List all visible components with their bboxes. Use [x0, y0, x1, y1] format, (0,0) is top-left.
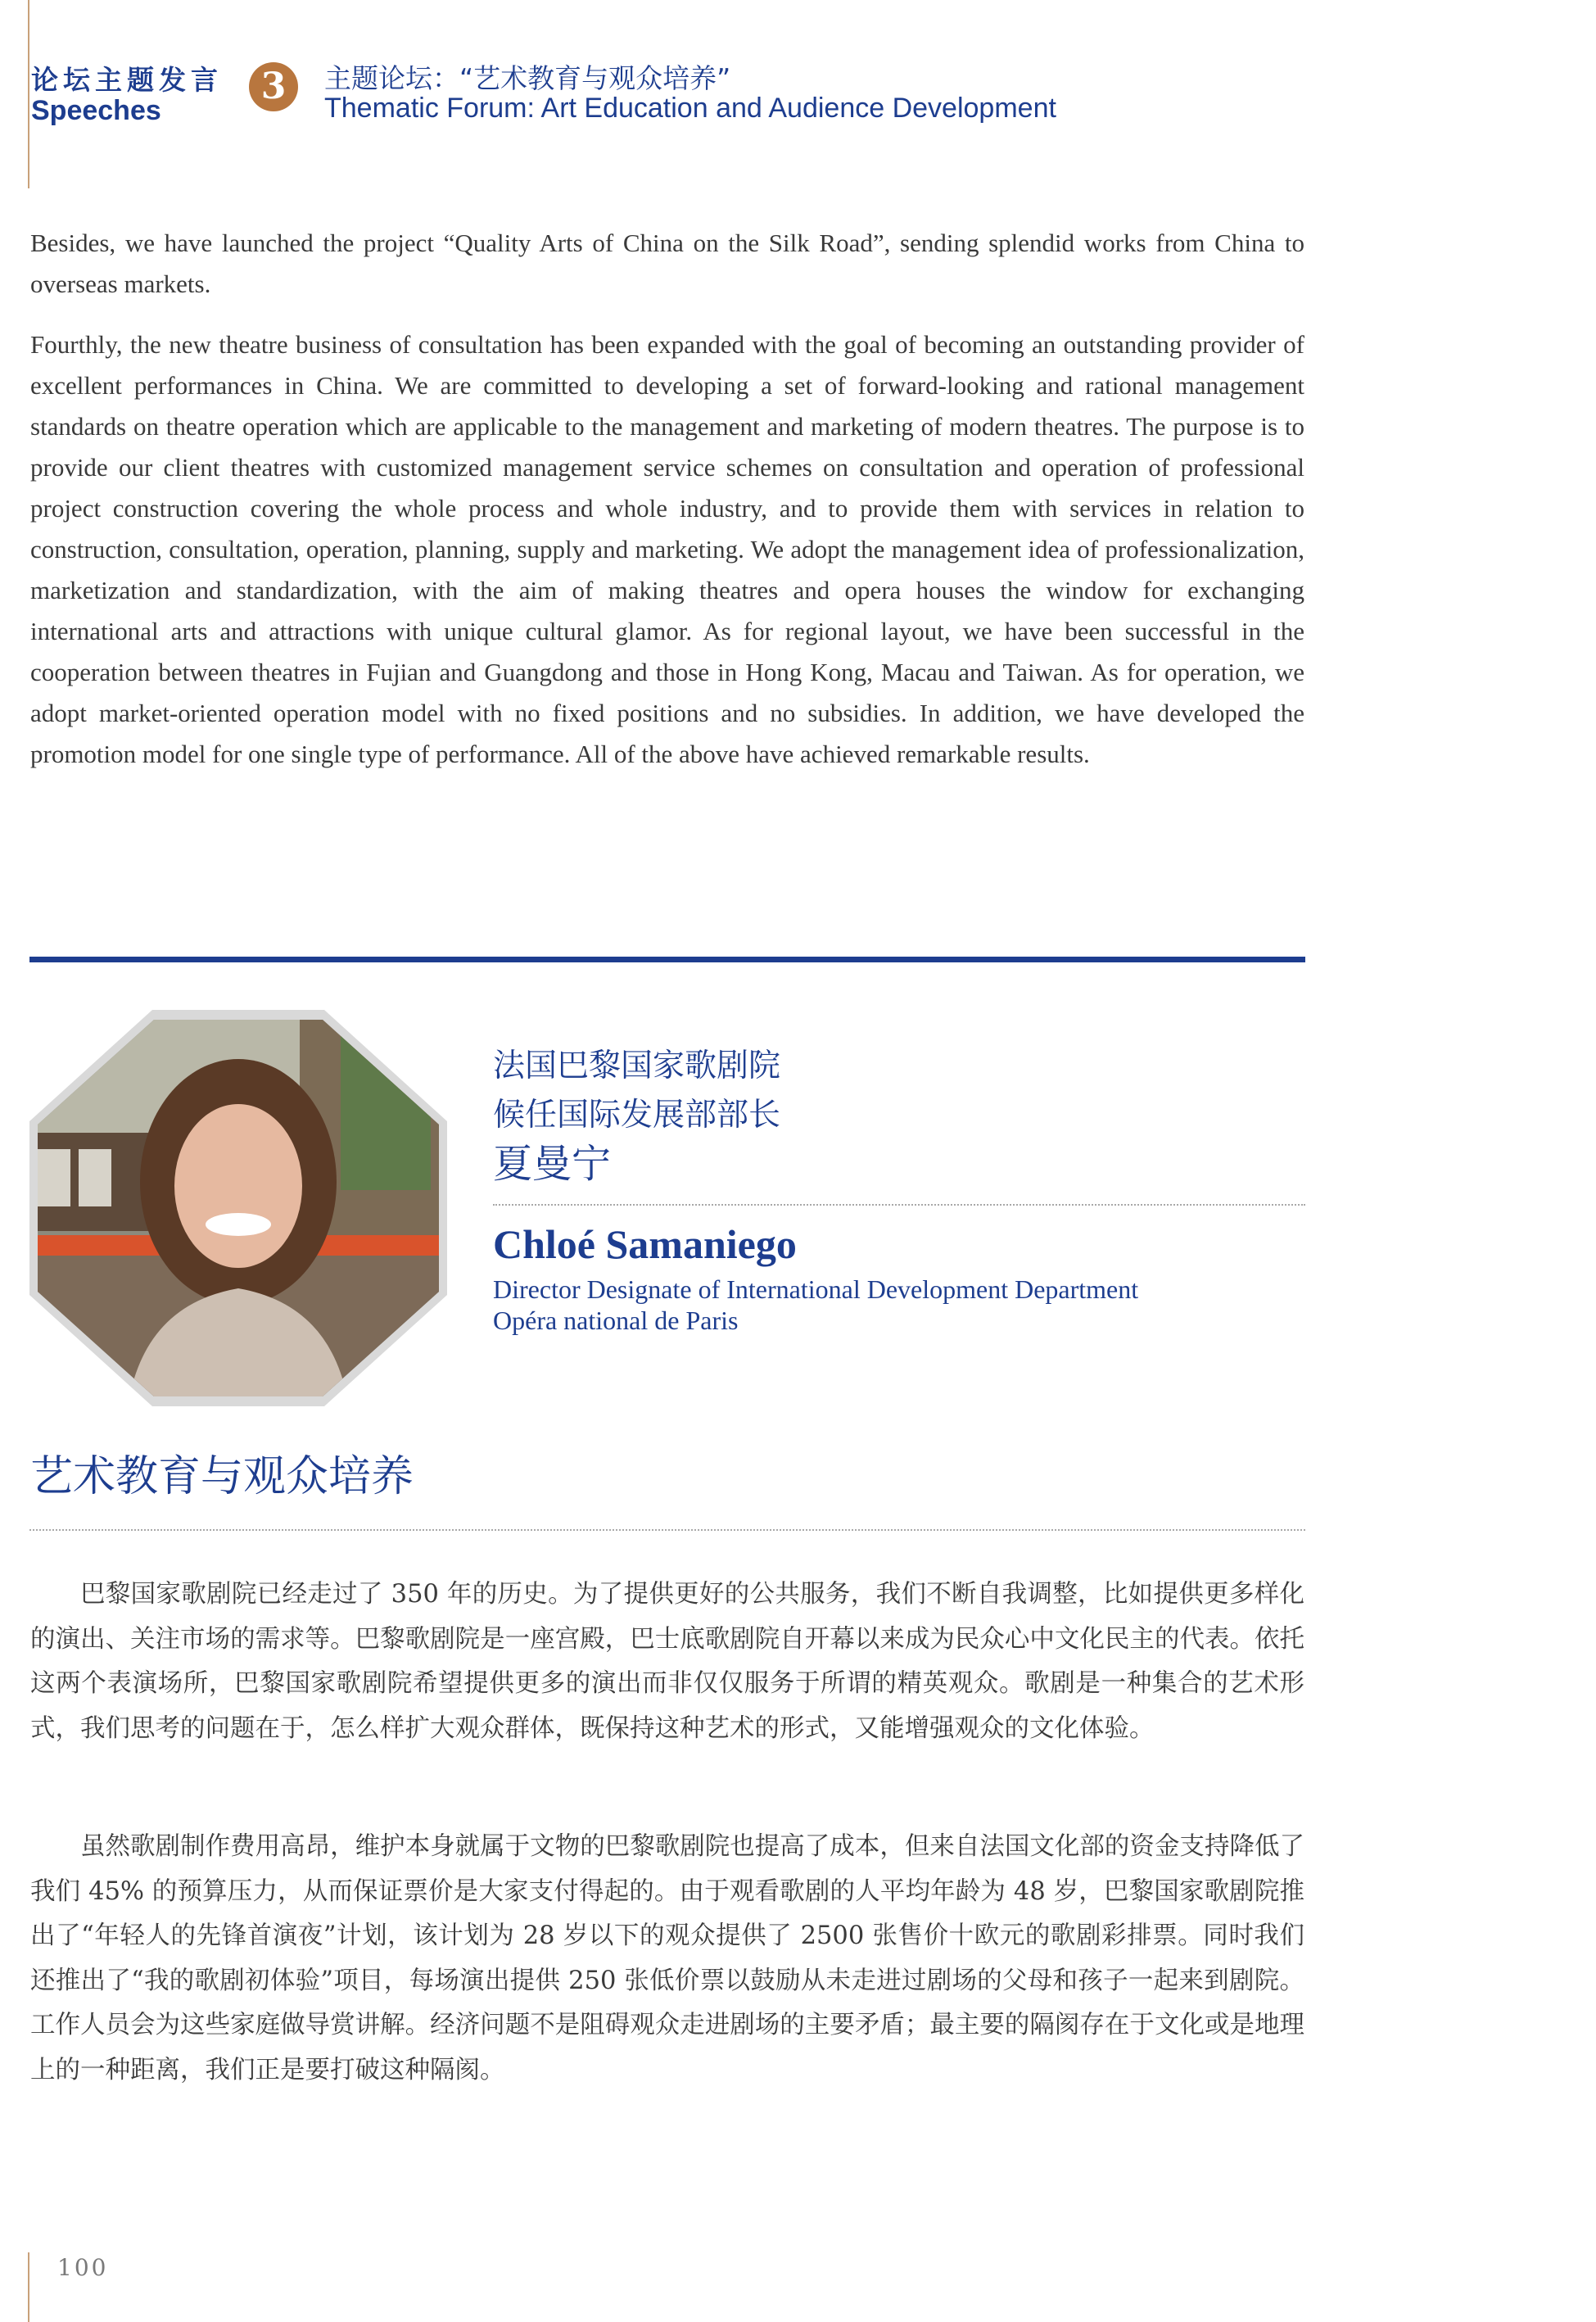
section-divider: [29, 957, 1305, 962]
forum-title-cn: 主题论坛：“艺术教育与观众培养”: [324, 62, 731, 94]
body-paragraph-1: Besides, we have launched the project “Quality Arts of China on the Silk Road”, sending splendid works from China to overseas markets.: [30, 229, 1304, 298]
forum-number-badge: 3: [249, 62, 298, 111]
speaker-dotted-divider: [493, 1204, 1305, 1206]
page-number: 100: [57, 2254, 109, 2281]
footer-vertical-rule: [28, 2252, 29, 2322]
speaker-name-cn: 夏曼宁: [493, 1141, 612, 1187]
speaker-organization-cn: 法国巴黎国家歌剧院: [493, 1048, 781, 1084]
header-vertical-rule: [28, 0, 29, 188]
speaker-title-cn: 候任国际发展部部长: [493, 1097, 781, 1134]
section-label-en: Speeches: [31, 95, 161, 126]
forum-title-en: Thematic Forum: Art Education and Audience Development: [324, 93, 1056, 124]
speech-paragraph-1: 巴黎国家歌剧院已经走过了 350 年的历史。为了提供更好的公共服务，我们不断自我调整，比如提供更多样化的演出、关注市场的需求等。巴黎歌剧院是一座宫殿，巴士底歌剧院自开幕以来成为民众心中文化民主的代表。依托这两个表演场所，巴黎国家歌剧院希望提供更多的演出而非仅仅服务于所谓的精英观众。歌剧是一种集合的艺术形式，我们思考的问题在于，怎么样扩大观众群体，既保持这种艺术的形式，又能增强观众的文化体验。: [30, 1580, 1304, 1743]
speech-title-dotted-divider: [29, 1529, 1305, 1531]
section-label-cn: 论坛主题发言: [31, 64, 223, 96]
speaker-title-en: Director Designate of International Development Department: [493, 1274, 1139, 1304]
speech-title: 艺术教育与观众培养: [30, 1452, 414, 1501]
speech-paragraph-2: 虽然歌剧制作费用高昂，维护本身就属于文物的巴黎歌剧院也提高了成本，但来自法国文化部的资金支持降低了我们 45% 的预算压力，从而保证票价是大家支付得起的。由于观看歌剧的人平均年龄为 48 岁，巴黎国家歌剧院推出了“年轻人的先锋首演夜”计划，该计划为 28 岁以下的观众提供了 2500 张售价十欧元的歌剧彩排票。同时我们还推出了“我的歌剧初体验”项目，每场演出提供 250 张低价票以鼓励从未走进过剧场的父母和孩子一起来到剧院。工作人员会为这些家庭做导赏讲解。经济问题不是阻碍观众走进剧场的主要矛盾；最主要的隔阂存在于文化或是地理上的一种距离，我们正是要打破这种隔阂。: [30, 1832, 1304, 2084]
speaker-organization-en: Opéra national de Paris: [493, 1306, 739, 1335]
body-paragraph-2: Fourthly, the new theatre business of consultation has been expanded with the goal of becoming an outstanding provider of excellent performances in China. We are committed to developing a set of forward-looking and rational management standards on theatre operation which are applicable to the management and marketing of modern theatres. The purpose is to provide our client theatres with customized management service schemes on consultation and operation of professional project construction covering the whole process and whole industry, and to provide them with services in relation to construction, consultation, operation, planning, supply and marketing. We adopt the management idea of professionalization, marketization and standardization, with the aim of making theatres and opera houses the window for exchanging international arts and attractions with unique cultural glamor. As for regional layout, we have been successful in the cooperation between theatres in Fujian and Guangdong and those in Hong Kong, Macau and Taiwan. As for operation, we adopt market-oriented operation model with no fixed positions and no subsidies. In addition, we have developed the promotion model for one single type of performance. All of the above have achieved remarkable results.: [30, 330, 1304, 768]
speaker-name-en: Chloé Samaniego: [493, 1221, 797, 1267]
speaker-portrait: [29, 1010, 447, 1406]
